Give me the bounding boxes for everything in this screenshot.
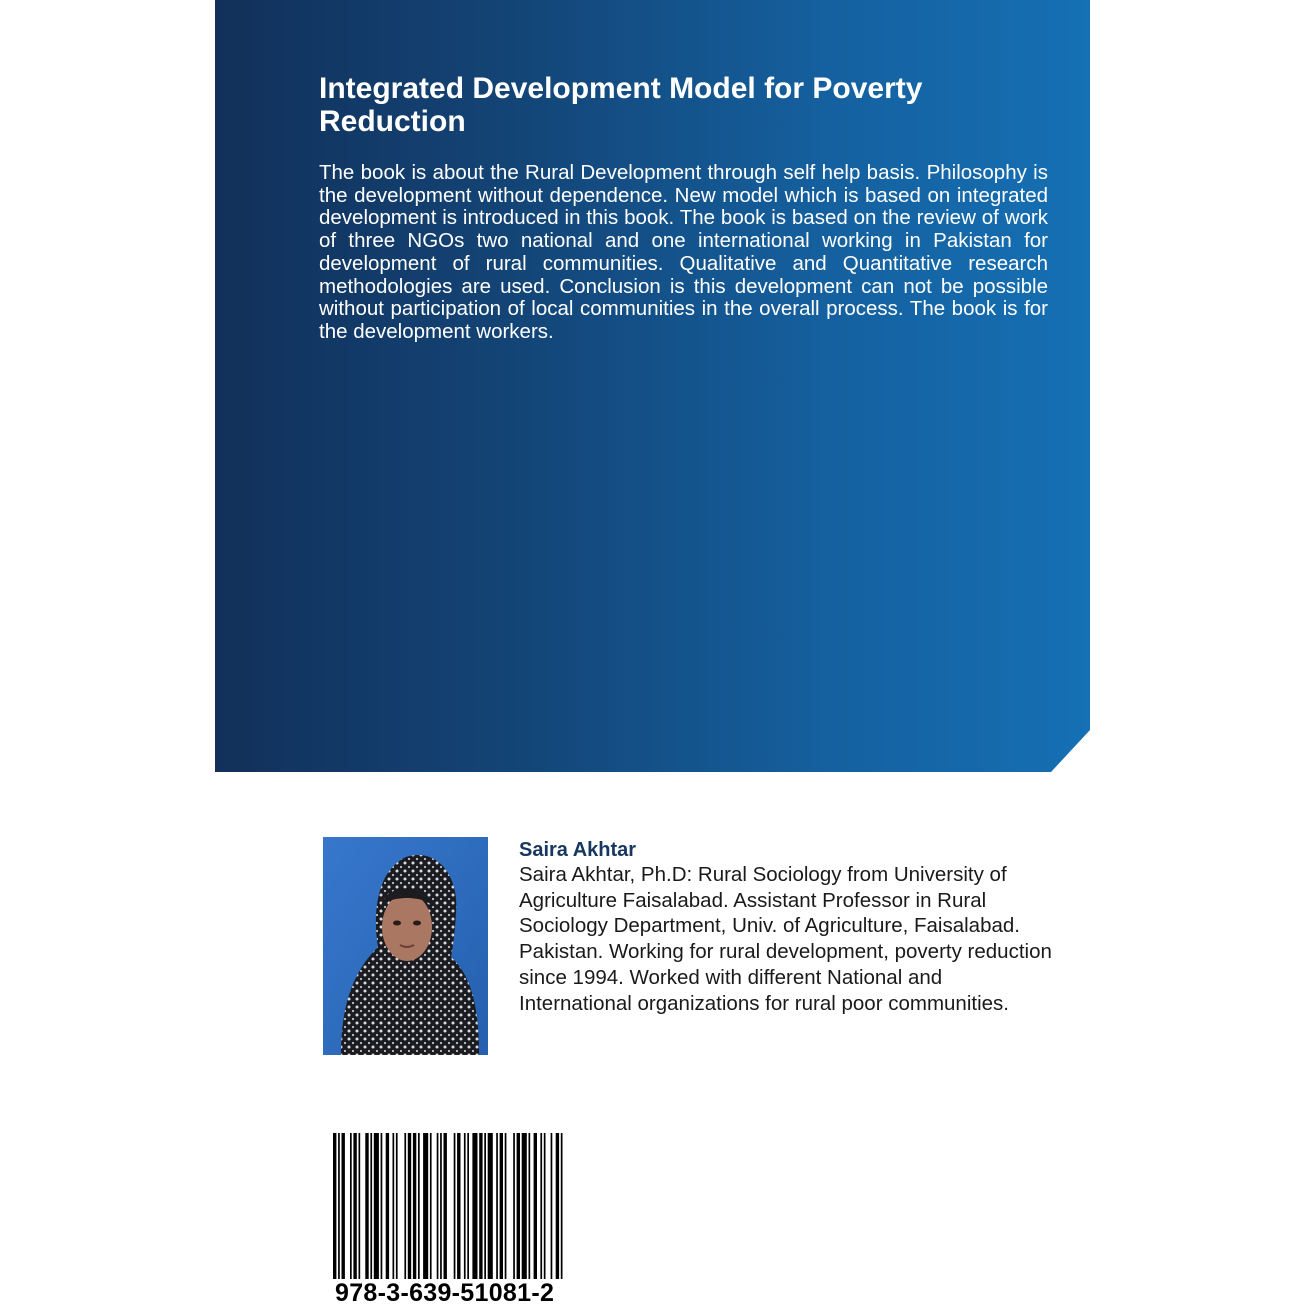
barcode-bar	[393, 1133, 395, 1279]
barcode-bar	[496, 1133, 498, 1279]
barcode-bar	[556, 1133, 559, 1279]
barcode-bar	[444, 1133, 447, 1279]
barcode-bar	[464, 1133, 466, 1279]
barcode-bar	[551, 1133, 553, 1279]
author-photo	[323, 837, 488, 1055]
barcode-bar	[404, 1133, 406, 1279]
barcode-bar	[484, 1133, 486, 1279]
barcode-bar	[418, 1133, 420, 1279]
barcode-bar	[529, 1133, 531, 1279]
barcode-bar	[437, 1133, 439, 1279]
barcode-bar	[413, 1133, 416, 1279]
barcode-bar	[522, 1133, 527, 1279]
barcode-bar	[333, 1133, 336, 1279]
barcode-bar	[440, 1133, 442, 1279]
barcode-bar	[534, 1133, 537, 1279]
barcode-bar	[381, 1133, 383, 1279]
barcode-bar	[342, 1133, 345, 1279]
barcode-bar	[540, 1133, 542, 1279]
barcode-icon	[330, 1133, 600, 1283]
barcode-bar	[467, 1133, 469, 1279]
barcode-bar	[544, 1133, 546, 1279]
barcode-bar	[513, 1133, 515, 1279]
barcode-bar	[353, 1133, 356, 1279]
author-name: Saira Akhtar	[519, 839, 637, 861]
book-synopsis: The book is about the Rural Development through self help basis. Philosophy is the development without dependence. New model which is based on integrated development is introduced in this book. The book is based on the review of work of three NGOs two national and one international working in Pakistan for development of rural communities. Qualitative and Quantitative research methodologies are used. Conclusion is this development can not be possible without participation of local communities in the overall process. The book is for the development workers.	[319, 161, 1048, 343]
barcode-bar	[517, 1133, 520, 1279]
barcode-bar	[386, 1133, 389, 1279]
barcode-bar	[350, 1133, 352, 1279]
barcode-bar	[479, 1133, 482, 1279]
barcode-bar	[500, 1133, 503, 1279]
barcode-bar	[408, 1133, 411, 1279]
isbn-number: 978-3-639-51081-2	[335, 1279, 555, 1307]
barcode-bar	[396, 1133, 398, 1279]
barcode-bar	[472, 1133, 477, 1279]
barcode-bar	[423, 1133, 428, 1279]
barcode-bar	[430, 1133, 432, 1279]
barcode-bar	[561, 1133, 563, 1279]
author-bio: Saira Akhtar, Ph.D: Rural Sociology from University of Agriculture Faisalabad. Assistant Professor in Rural Sociology Department, Univ. of Agriculture, Faisalabad. Pakistan. Working for rural development, poverty reduction since 1994. Worked with different National and International organizations for rural poor communities.	[519, 863, 1052, 1015]
barcode-bar	[505, 1133, 507, 1279]
barcode-bar	[488, 1133, 493, 1279]
barcode-bar	[374, 1133, 379, 1279]
book-title: Integrated Development Model for Poverty Reduction	[319, 72, 923, 138]
barcode-bar	[370, 1133, 372, 1279]
barcode-bar	[359, 1133, 361, 1279]
author-portrait-icon	[323, 837, 488, 1055]
barcode-bars	[333, 1133, 563, 1279]
barcode-bar	[338, 1133, 340, 1279]
barcode-bar	[365, 1133, 368, 1279]
barcode-bar	[457, 1133, 460, 1279]
barcode-bar	[454, 1133, 456, 1279]
